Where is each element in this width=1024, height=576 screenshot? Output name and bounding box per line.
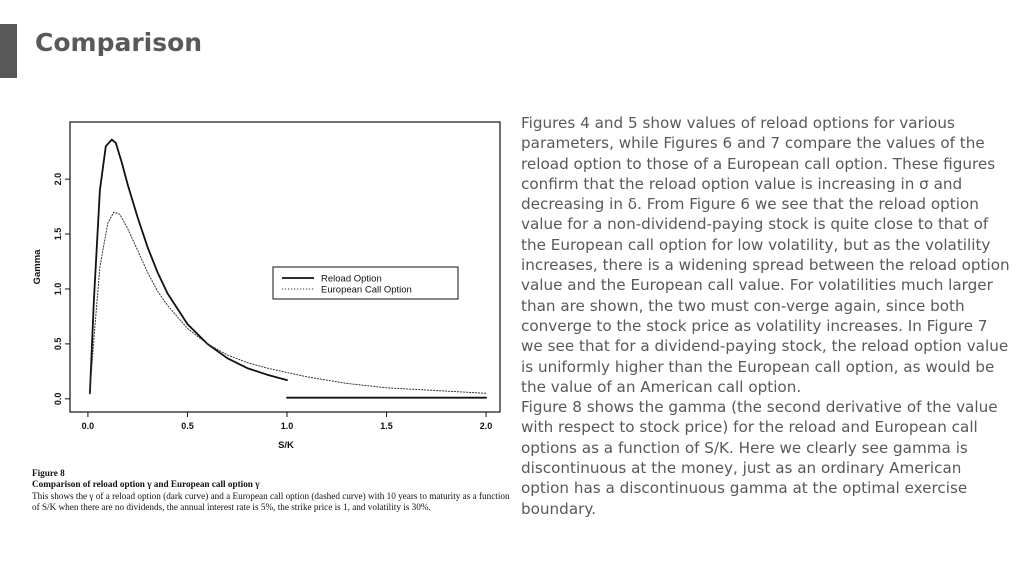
y-tick-label: 1.5 <box>53 227 63 241</box>
x-axis-label: S/K <box>278 440 294 451</box>
y-tick-label: 1.0 <box>53 282 63 296</box>
gamma-chart <box>28 112 510 464</box>
y-tick-label: 2.0 <box>53 172 63 186</box>
reload-option-curve-segment-1 <box>90 140 287 394</box>
x-tick-label: 0.0 <box>81 421 95 431</box>
body-paragraph-1: Figures 4 and 5 show values of reload options for various parameters, while Figures 6 and 7 compare the values of the reload option to those of a European call option. These figures confirm that the reload option value is increasing in σ and decreasing in δ. From Figure 6 we see that the reload option value for a non-dividend-paying stock is quite close to that of the European call option for low volatility, but as the volatility increases, there is a widening spread between the reload option value and the European call value. For volatilities much larger than are shown, the two must con-verge again, since both converge to the stock price as volatility increases. In Figure 7 we see that for a dividend-paying stock, the reload option value is uniformly higher than the European call option, as would be the value of an American call option. <box>521 114 1010 396</box>
x-axis <box>82 412 493 431</box>
title-accent-bar <box>0 24 17 78</box>
legend <box>273 267 458 299</box>
x-tick-label: 2.0 <box>479 421 493 431</box>
body-text <box>521 113 1013 519</box>
european-call-curve-segment-1 <box>90 212 486 393</box>
legend-label-reload: Reload Option <box>321 273 382 285</box>
x-tick-label: 1.0 <box>280 421 294 431</box>
slide-title: Comparison <box>35 28 203 57</box>
x-tick-label: 0.5 <box>181 421 194 431</box>
figure-8 <box>28 112 510 532</box>
y-tick-label: 0.0 <box>53 392 63 406</box>
caption-label: Figure 8 <box>32 468 65 478</box>
body-paragraph-2: Figure 8 shows the gamma (the second derivative of the value with respect to stock price) for the reload and European call options as a function of S/K. Here we clearly see gamma is discontinuous at the money, just as an ordinary American option has a discontinuous gamma at the optimal exercise boundary. <box>521 398 998 518</box>
x-tick-label: 1.5 <box>380 421 393 431</box>
caption-title: Comparison of reload option γ and European call option γ <box>32 479 260 489</box>
y-axis <box>53 173 70 405</box>
caption-body: This shows the γ of a reload option (dark curve) and a European call option (dashed curve) with 10 years to maturity as a function of S/K when there are no dividends, the annual interest rate is 5%, the strike price is 1, and volatility is 30%. <box>32 491 510 512</box>
y-axis-label: Gamma <box>32 249 43 285</box>
legend-label-european: European Call Option <box>321 284 412 296</box>
y-tick-label: 0.5 <box>53 337 63 351</box>
figure-caption <box>32 468 510 513</box>
